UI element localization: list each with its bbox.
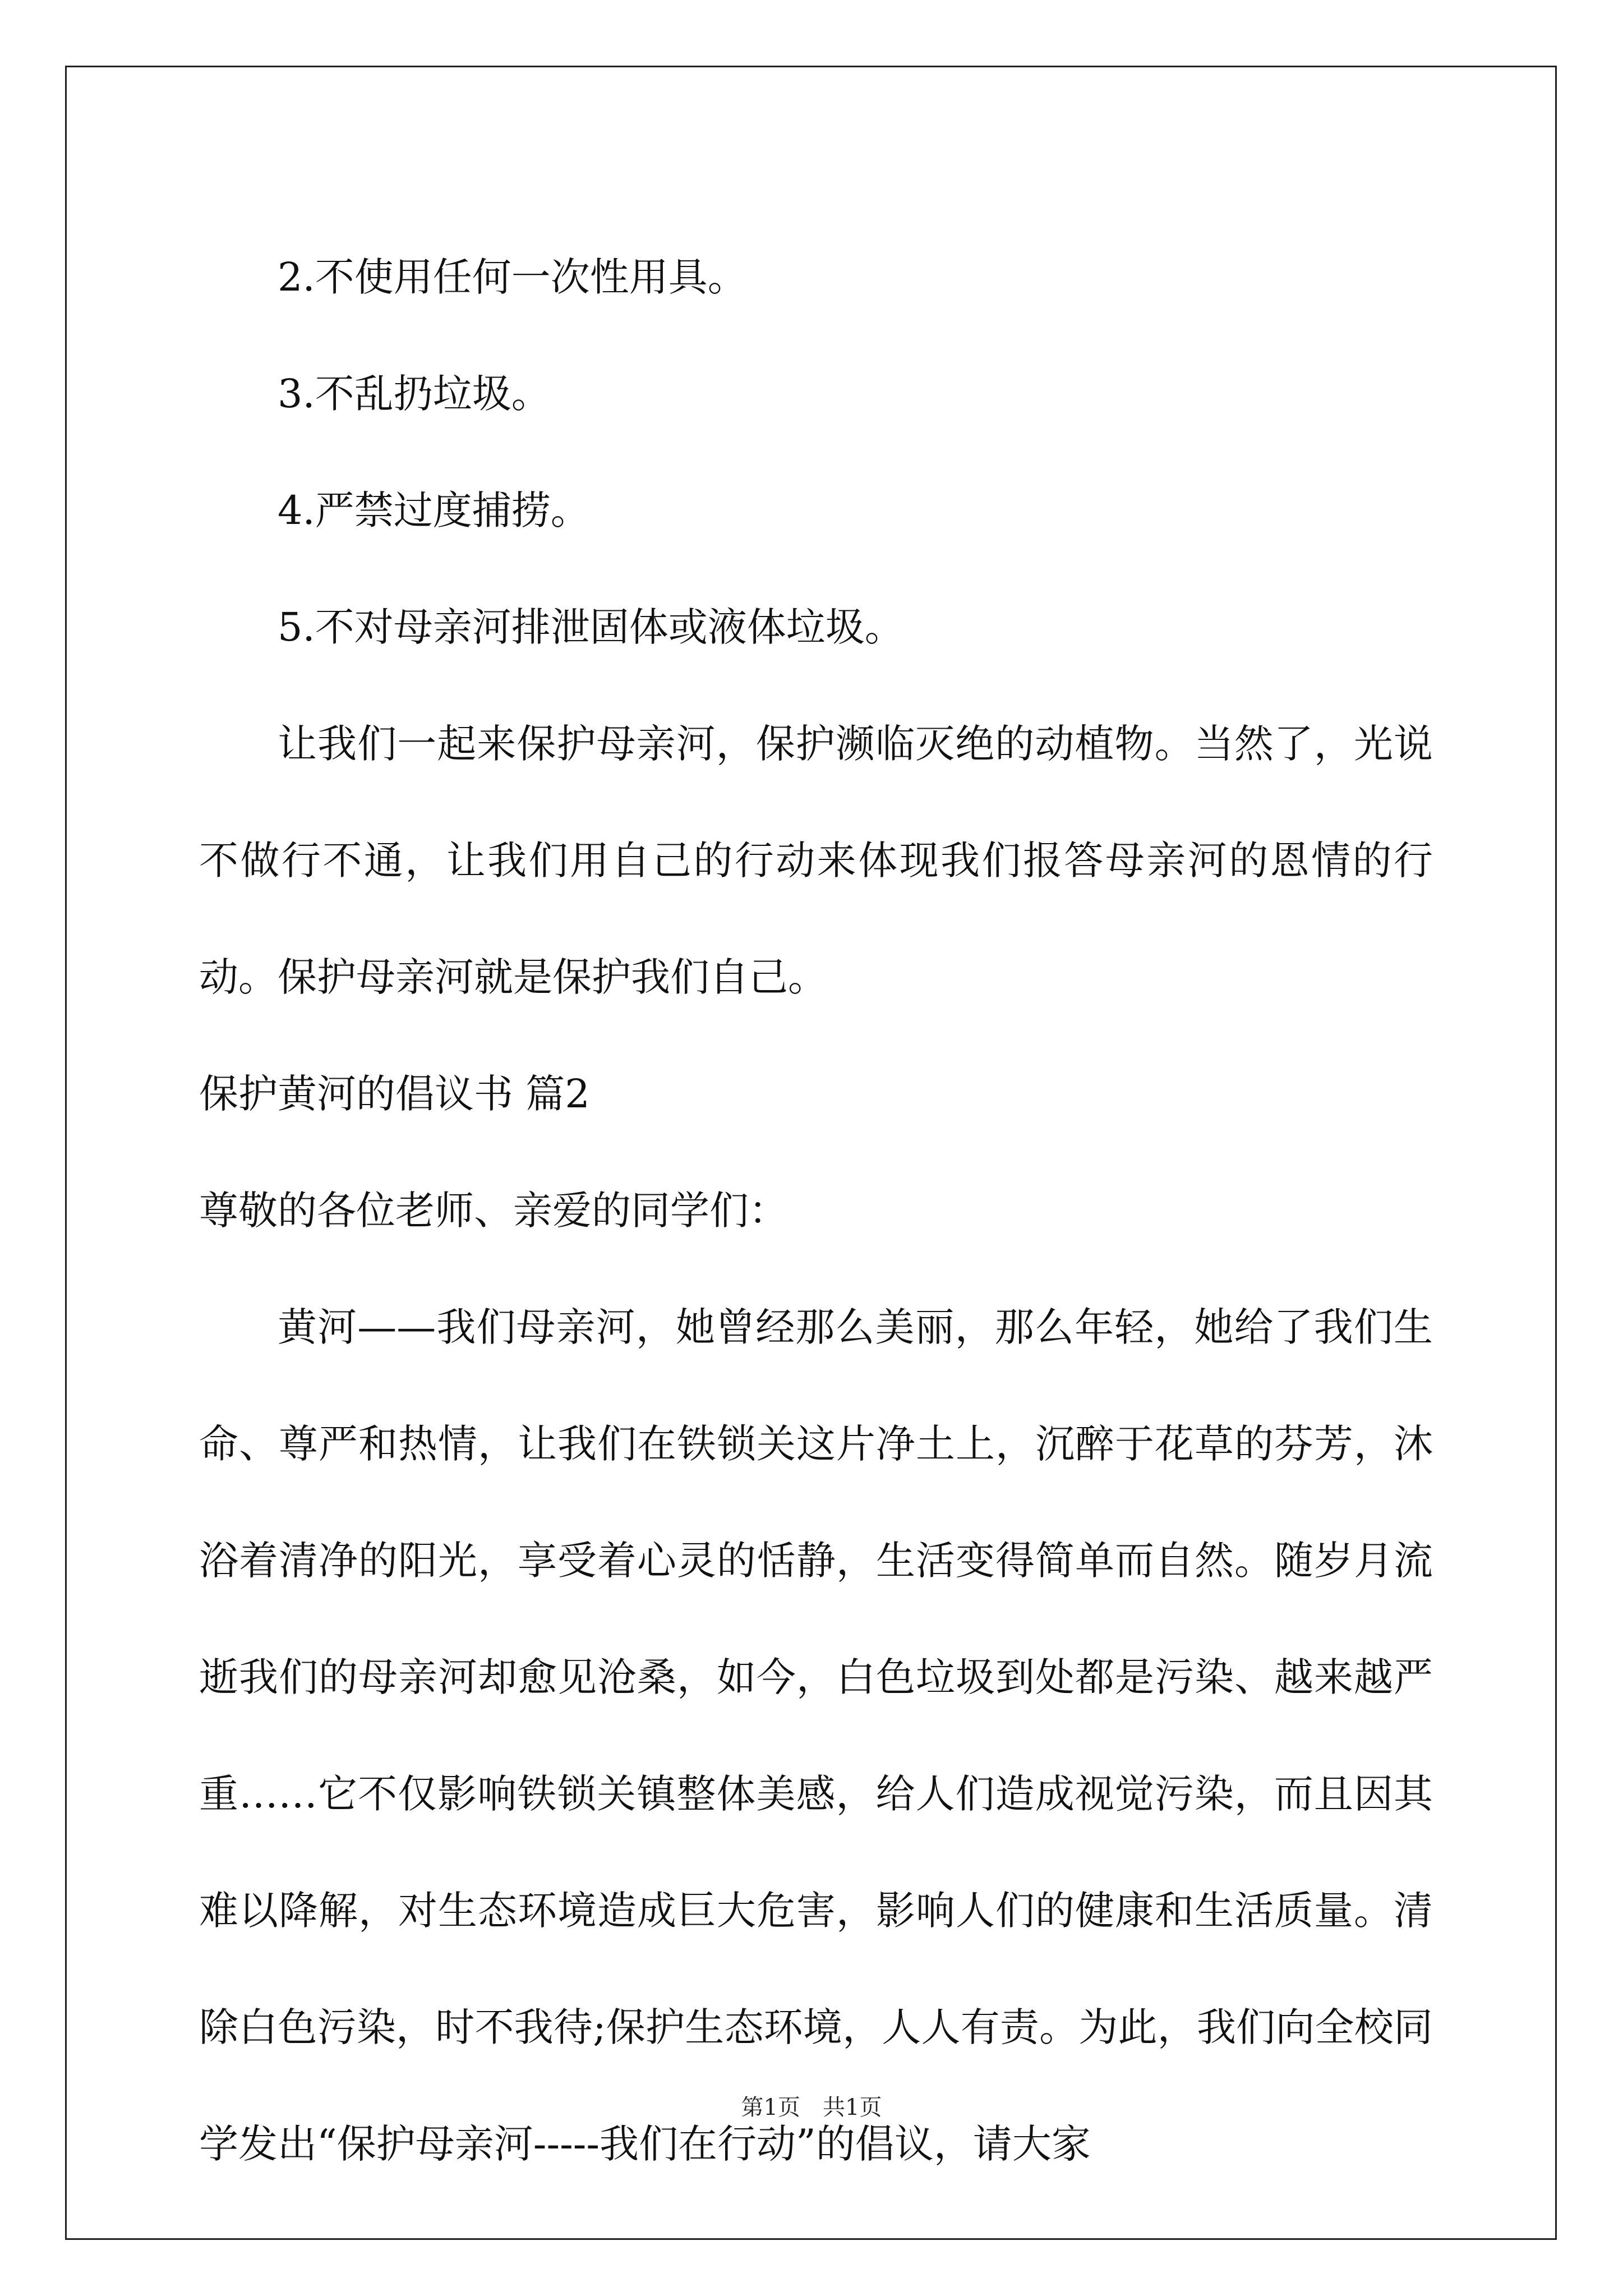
main-paragraph: 黄河——我们母亲河，她曾经那么美丽，那么年轻，她给了我们生命、尊严和热情，让我们在铁锁关这片净土上，沉醉于花草的芬芳，沐浴着清净的阳光，享受着心灵的恬静，生活变得简单而自然。随岁月流逝我们的母亲河却愈见沧桑，如今，白色垃圾到处都是污染、越来越严重……它不仅影响铁锁关镇整体美感，给人们造成视觉污染，而且因其难以降解，对生态环境造成巨大危害，影响人们的健康和生活质量。清除白色污染，时不我待;保护生态环境，人人有责。为此，我们向全校同学发出“保护母亲河-----我们在行动”的倡议，请大家	[199, 1304, 1433, 2167]
list-item: 2.不使用任何一次性用具。	[278, 254, 747, 300]
section-title: 保护黄河的倡议书 篇2	[199, 1071, 590, 1117]
salutation: 尊敬的各位老师、亲爱的同学们：	[199, 1188, 788, 1234]
list-item: 5.不对母亲河排泄固体或液体垃圾。	[278, 604, 904, 650]
list-item: 3.不乱扔垃圾。	[278, 371, 551, 417]
document-body	[199, 219, 1433, 2202]
conclusion-paragraph: 让我们一起来保护母亲河，保护濒临灭绝的动植物。当然了，光说不做行不通，让我们用自己的行动来体现我们报答母亲河的恩情的行动。保护母亲河就是保护我们自己。	[199, 721, 1433, 1000]
list-item: 4.严禁过度捕捞。	[278, 487, 590, 533]
page-footer: 第1页 共1页	[741, 2095, 882, 2120]
